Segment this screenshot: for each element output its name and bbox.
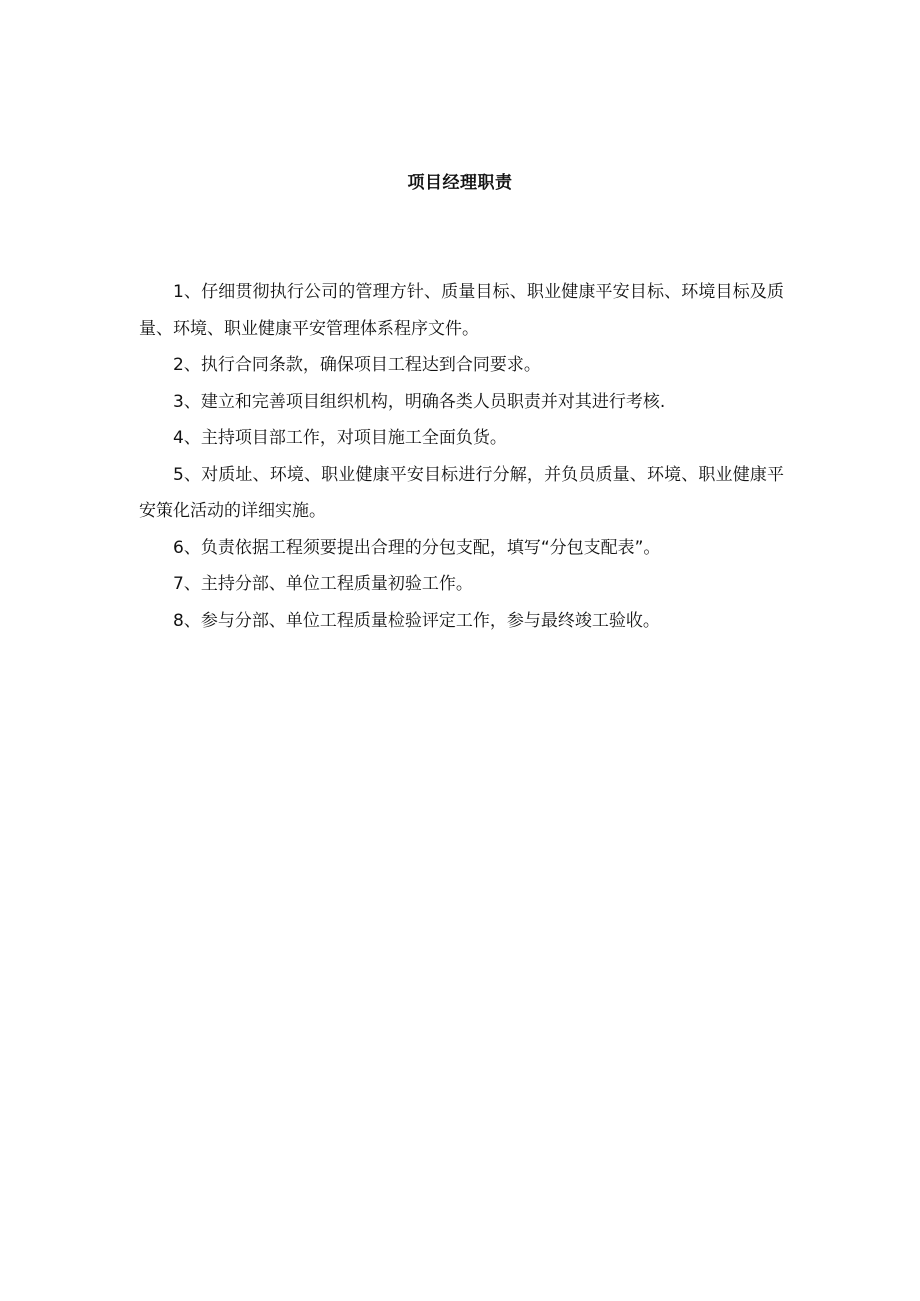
duty-item-2: 2、执行合同条款，确保项目工程达到合同要求。: [173, 355, 541, 375]
duty-item-3: 3、建立和完善项目组织机构，明确各类人员职责并对其进行考核.: [173, 391, 666, 412]
duty-item-7: 7、主持分部、单位工程质量初验工作。: [173, 574, 473, 594]
duty-list: [139, 274, 784, 639]
duty-item-5: 5、对质址、环境、职业健康平安目标进行分解，并负员质量、环境、职业健康平安策化活动的详细实施。: [139, 464, 784, 521]
page-title: 项目经理职责: [407, 173, 513, 193]
duty-item-8: 8、参与分部、单位工程质量检验评定工作，参与最终竣工验收。: [173, 610, 660, 631]
duty-item-1: 1、仔细贯彻执行公司的管理方针、质量目标、职业健康平安目标、环境目标及质量、环境、职业健康平安管理体系程序文件。: [139, 282, 784, 339]
duty-item-4: 4、主持项目部工作，对项目施工全面负货。: [173, 428, 507, 448]
duty-item-6: 6、负责依据工程须要提出合理的分包支配，填写“分包支配表”。: [173, 537, 661, 558]
